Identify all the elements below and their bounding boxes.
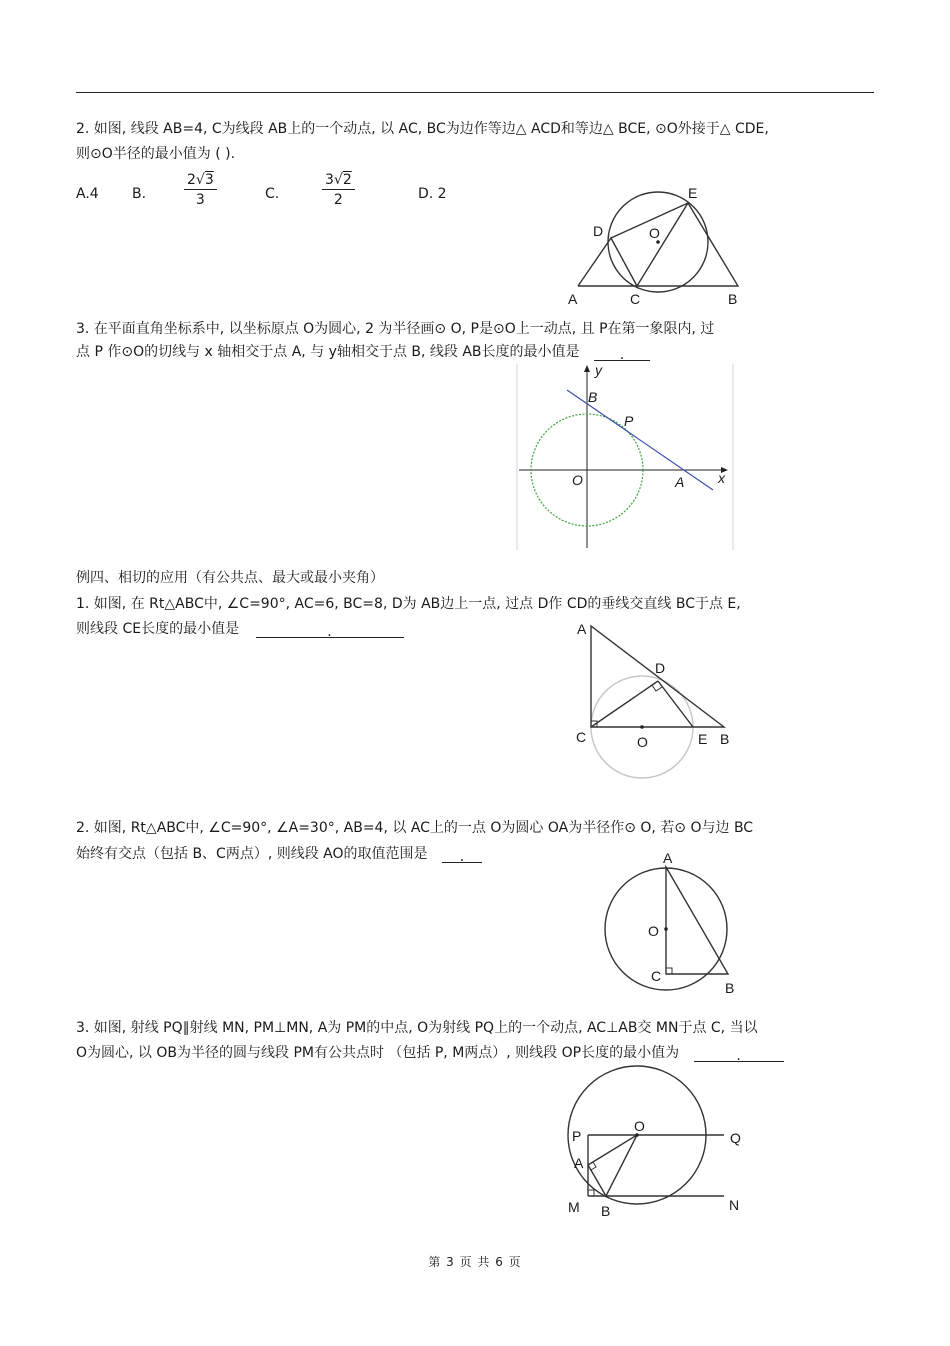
e2-figure — [600, 848, 750, 998]
q2-b-radicand: 3 — [204, 172, 214, 188]
q2-option-a: A.4 — [76, 186, 99, 202]
q2-triangles — [578, 203, 738, 286]
e3-line1: 3. 如图, 射线 PQ∥射线 MN, PM⊥MN, A为 PM的中点, O为射线 PQ上的一个动点, AC⊥AB交 MN于点 C, 当以 — [76, 1020, 758, 1036]
q2-figure — [560, 180, 750, 310]
e1-label-a: A — [577, 621, 587, 637]
e1-answer-blank: . — [256, 623, 404, 638]
e1-label-c: C — [576, 729, 587, 745]
q3-label-p: P — [624, 413, 634, 429]
e1-label-e: E — [698, 731, 708, 747]
section4-title: 例四、相切的应用（有公共点、最大或最小夹角） — [76, 570, 384, 586]
e1-line2 — [76, 620, 404, 638]
e3-line2 — [76, 1044, 784, 1062]
q3-figure — [517, 364, 735, 550]
e3-label-a: A — [574, 1155, 584, 1171]
q2-c-coef: 3 — [325, 172, 334, 188]
e3-figure — [560, 1062, 760, 1222]
q3-label-o: O — [572, 472, 583, 488]
e1-segment-cd — [591, 681, 658, 727]
q2-c-radicand: 2 — [342, 172, 352, 188]
q3-label-x: x — [718, 470, 725, 486]
q3-label-y: y — [595, 362, 602, 378]
header-rule — [76, 92, 874, 93]
e1-label-b: B — [720, 731, 730, 747]
e3-answer-blank: . — [694, 1047, 784, 1062]
q3-label-a: A — [675, 474, 685, 490]
q2-label-c: C — [630, 291, 641, 307]
e3-label-o: O — [634, 1118, 645, 1134]
q2-line2: 则⊙O半径的最小值为 ( ). — [76, 146, 236, 162]
e3-right-angle-m — [588, 1190, 594, 1196]
e2-line1: 2. 如图, Rt△ABC中, ∠C=90°, ∠A=30°, AB=4, 以 AC上的一点 O为圆心 OA为半径作⊙ O, 若⊙ O与边 BC — [76, 820, 754, 836]
q3-tangent-line — [567, 390, 713, 490]
e1-label-o: O — [637, 734, 648, 750]
e2-triangle-abc — [666, 867, 728, 974]
e2-label-o: O — [648, 923, 659, 939]
e1-label-d: D — [655, 660, 666, 676]
e2-center-dot — [664, 927, 668, 931]
page-footer: 第 3 页 共 6 页 — [428, 1255, 522, 1269]
e3-label-n: N — [729, 1197, 740, 1213]
e3-line2-text: O为圆心, 以 OB为半径的圆与线段 PM有公共点时 （包括 P, M两点）, 则线段 OP长度的最小值为 — [76, 1045, 680, 1061]
q2-c-den: 2 — [333, 192, 343, 208]
e3-label-b: B — [601, 1203, 611, 1219]
q2-option-c-fraction: $\frac{3√2}{2}$ — [322, 172, 355, 208]
q3-answer-blank: . — [594, 346, 650, 361]
q2-line1: 2. 如图, 线段 AB=4, C为线段 AB上的一个动点, 以 AC, BC为边作等边△ ACD和等边△ BCE, ⊙O外接于△ CDE, — [76, 121, 769, 137]
q3-line1: 3. 在平面直角坐标系中, 以坐标原点 O为圆心, 2 为半径画⊙ O, P是⊙O上一动点, 且 P在第一象限内, 过 — [76, 321, 715, 337]
q2-b-coef: 2 — [187, 172, 196, 188]
q3-line2-text: 点 P 作⊙O的切线与 x 轴相交于点 A, 与 y轴相交于点 B, 线段 AB长度的最小值是 — [76, 344, 580, 360]
q3-label-b: B — [588, 389, 598, 405]
e2-label-c: C — [651, 968, 662, 984]
e2-label-a: A — [663, 850, 673, 866]
e1-center-dot — [640, 725, 644, 729]
e2-line2 — [76, 845, 482, 863]
e1-triangle-abc — [591, 626, 724, 727]
e2-line2-text: 始终有交点（包括 B、C两点）, 则线段 AO的取值范围是 — [76, 846, 428, 862]
q2-label-a: A — [568, 291, 578, 307]
q2-label-d: D — [593, 223, 604, 239]
q2-option-b: B. — [132, 186, 147, 202]
q2-option-d: D. 2 — [418, 186, 447, 202]
e1-right-angle-d — [652, 685, 662, 691]
e3-label-q: Q — [730, 1130, 741, 1146]
e3-label-p: P — [572, 1128, 582, 1144]
e2-label-b: B — [725, 980, 735, 996]
e1-line2-text: 则线段 CE长度的最小值是 — [76, 621, 240, 637]
q2-label-o: O — [649, 225, 660, 241]
e2-answer-blank: . — [442, 848, 482, 863]
q2-b-den: 3 — [195, 192, 205, 208]
q3-y-arrow — [584, 365, 590, 372]
q3-line2 — [76, 343, 650, 361]
e1-figure — [570, 615, 740, 790]
q2-option-c: C. — [265, 186, 280, 202]
e2-right-angle-c — [666, 968, 672, 974]
e1-line1: 1. 如图, 在 Rt△ABC中, ∠C=90°, AC=6, BC=8, D为 AB边上一点, 过点 D作 CD的垂线交直线 BC于点 E, — [76, 596, 741, 612]
e3-label-m: M — [568, 1199, 580, 1215]
q2-label-e: E — [688, 185, 698, 201]
q2-option-b-fraction: $\frac{2√3}{3}$ — [184, 172, 217, 208]
q2-label-b: B — [728, 291, 738, 307]
